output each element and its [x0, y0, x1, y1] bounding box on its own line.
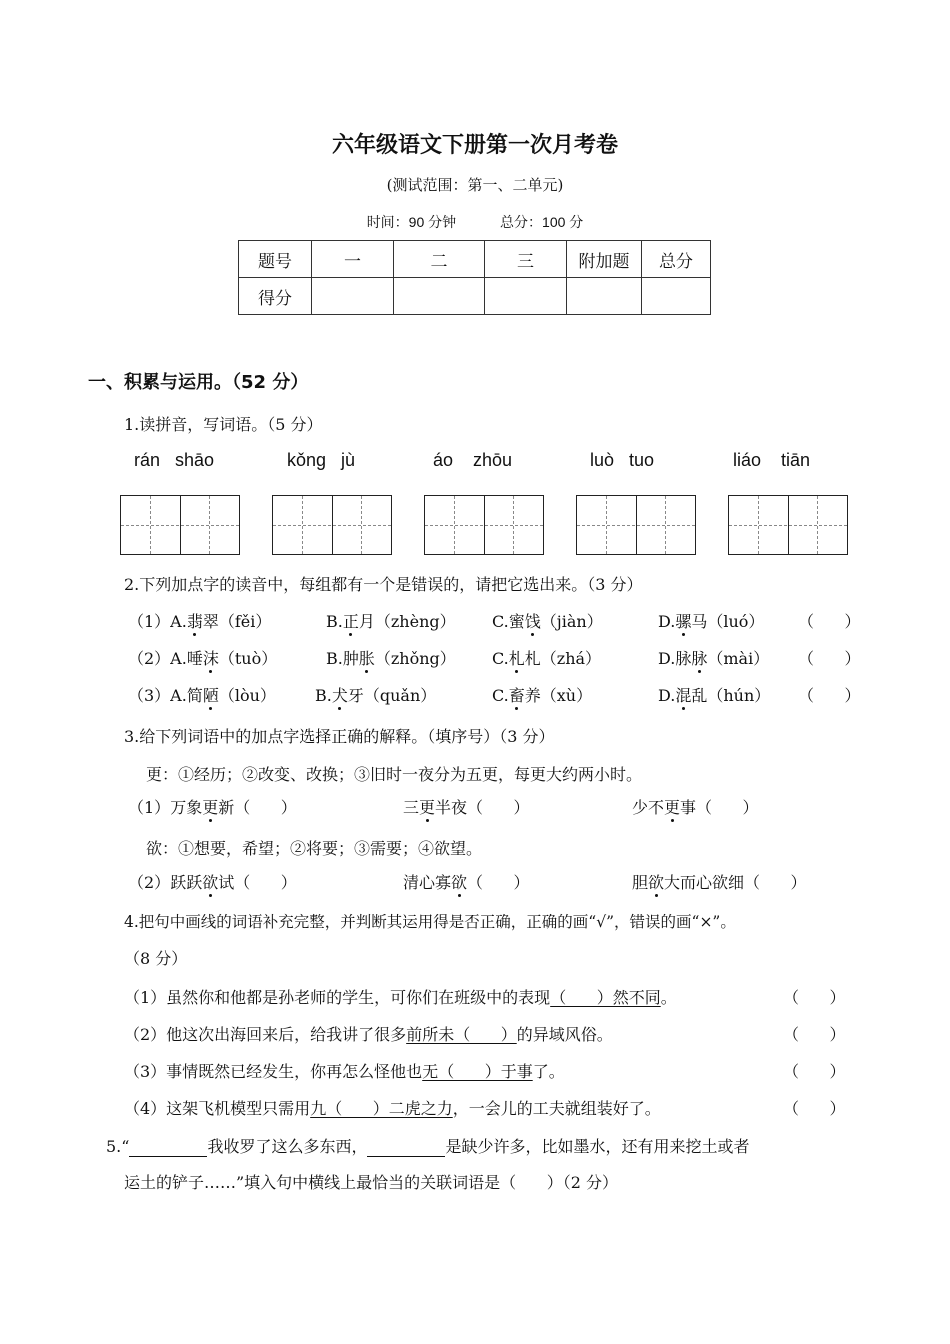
- sentence-text: （4）这架飞机模型只需用: [124, 1099, 311, 1118]
- word-text[interactable]: 半夜（ ）: [435, 798, 530, 817]
- q2-option-c: [492, 646, 601, 669]
- answer-blank[interactable]: （ ）: [798, 612, 861, 631]
- q3-item: [632, 870, 807, 893]
- dotted-char: 畜: [508, 686, 525, 705]
- dotted-char: 欲: [648, 873, 665, 892]
- option-text: 月（zhèng）: [358, 612, 456, 631]
- sentence-text: （3）事情既然已经发生，你再怎么怪他也: [124, 1062, 423, 1081]
- dotted-char: 更: [202, 798, 219, 817]
- word-text: 万象: [170, 798, 203, 817]
- pinyin-5: liáo tiān: [733, 450, 811, 470]
- writing-grid[interactable]: [728, 495, 848, 555]
- q2-option-b: [326, 609, 456, 632]
- question-5-line-1: [106, 1134, 749, 1157]
- answer-blank[interactable]: （ ）: [783, 1025, 846, 1044]
- q2-option-d: [658, 646, 769, 669]
- q2-option-d: [658, 609, 764, 632]
- score-cell: 一: [312, 241, 394, 278]
- writing-grid[interactable]: [120, 495, 240, 555]
- definition-geng: 更：①经历；②改变、改换；③旧时一夜分为五更，每更大约两小时。: [146, 765, 643, 784]
- question-2-prompt: 2.下列加点字的读音中，每组都有一个是错误的，请把它选出来。（3 分）: [124, 575, 643, 594]
- score-input-cell[interactable]: [394, 278, 485, 315]
- writing-grid[interactable]: [424, 495, 544, 555]
- pinyin-3: áo zhōu: [433, 450, 513, 470]
- writing-grid[interactable]: [576, 495, 696, 555]
- score-input-cell[interactable]: [312, 278, 394, 315]
- q2-option-c: [492, 609, 603, 632]
- exam-total: 总分：100 分: [500, 214, 584, 230]
- option-num: （2）A.: [128, 649, 187, 668]
- word-text: 胆: [632, 873, 649, 892]
- answer-blank[interactable]: （ ）: [783, 988, 846, 1007]
- pinyin-2: kǒng jù: [287, 450, 356, 470]
- exam-meta: [0, 212, 950, 232]
- section-title: 一、积累与运用。（52 分）: [88, 372, 309, 393]
- q4-row: [124, 985, 677, 1008]
- word-text[interactable]: 新（ ）: [218, 798, 297, 817]
- option-text: 乱（hún）: [691, 686, 771, 705]
- dotted-char: 翡: [186, 612, 203, 631]
- q2-option-c: [492, 683, 592, 706]
- q2-option-row: [128, 646, 277, 669]
- row-num: （1）: [128, 798, 171, 817]
- q4-row: [124, 1096, 661, 1119]
- sentence-text: （2）他这次出海回来后，给我讲了很多: [124, 1025, 407, 1044]
- word-text: 跃跃: [170, 873, 203, 892]
- dotted-char: 札: [508, 649, 525, 668]
- option-text: （zhǒng）: [374, 649, 456, 668]
- q3-item: [403, 870, 530, 893]
- pinyin-1: rán shāo: [134, 450, 215, 470]
- option-text: （tuò）: [218, 649, 278, 668]
- sentence-text: 的异域风俗。: [516, 1025, 613, 1044]
- option-text: 唾: [186, 649, 203, 668]
- row-num: （2）: [128, 873, 171, 892]
- word-text: 清心寡: [403, 873, 452, 892]
- fill-blank[interactable]: [367, 1140, 445, 1157]
- dotted-char: 胀: [358, 649, 375, 668]
- word-text[interactable]: （ ）: [467, 873, 530, 892]
- option-text: （jiàn）: [540, 612, 603, 631]
- score-input-cell[interactable]: [567, 278, 642, 315]
- underlined-idiom[interactable]: （ ）然不同: [550, 988, 661, 1007]
- dotted-char: 欲: [202, 873, 219, 892]
- option-text: B.: [326, 612, 343, 631]
- score-table-header-row: [239, 241, 711, 278]
- q3-row-1: [128, 795, 297, 818]
- sentence-text: 了。: [532, 1062, 565, 1081]
- sentence-text: 我收罗了这么多东西，: [207, 1137, 368, 1156]
- option-text: D.: [658, 686, 676, 705]
- dotted-char: 陋: [202, 686, 219, 705]
- q3-item: [403, 795, 530, 818]
- question-4-points: （8 分）: [124, 949, 188, 968]
- dotted-char: 犬: [331, 686, 348, 705]
- word-text: 少不: [632, 798, 665, 817]
- underlined-idiom[interactable]: 前所未（ ）: [406, 1025, 517, 1044]
- dotted-char: 混: [675, 686, 692, 705]
- q4-row: [124, 1059, 565, 1082]
- sentence-text: （1）虽然你和他都是孙老师的学生，可你们在班级中的表现: [124, 988, 551, 1007]
- score-cell: 三: [485, 241, 567, 278]
- dotted-char: 脉: [691, 649, 708, 668]
- question-3-prompt: 3.给下列词语中的加点字选择正确的解释。（填序号）（3 分）: [124, 727, 555, 746]
- option-text: B.肿: [326, 649, 359, 668]
- q2-option-b: [315, 683, 436, 706]
- dotted-char: 欲: [451, 873, 468, 892]
- dotted-char: 正: [342, 612, 359, 631]
- score-cell: 二: [394, 241, 485, 278]
- score-input-cell[interactable]: [485, 278, 567, 315]
- score-table-score-row: [239, 278, 711, 315]
- q2-option-row: [128, 683, 276, 706]
- q2-option-d: [658, 683, 770, 706]
- q3-item: [632, 795, 759, 818]
- pinyin-4: luò tuo: [590, 450, 655, 470]
- q2-option-b: [326, 646, 456, 669]
- sentence-text: 。: [660, 988, 677, 1007]
- option-text: 翠（fěi）: [202, 612, 272, 631]
- underlined-idiom[interactable]: 九（ ）二虎之力: [310, 1099, 453, 1118]
- page-subtitle: (测试范围：第一、二单元): [386, 176, 564, 194]
- option-text: B.: [315, 686, 332, 705]
- word-text: 三: [403, 798, 420, 817]
- dotted-char: 饯: [524, 612, 541, 631]
- option-text: 马（luó）: [691, 612, 765, 631]
- fill-blank[interactable]: [129, 1140, 207, 1157]
- option-text: C.: [492, 686, 509, 705]
- sentence-text: 5.“: [106, 1137, 130, 1156]
- dotted-char: 骡: [675, 612, 692, 631]
- word-text[interactable]: 试（ ）: [218, 873, 297, 892]
- score-cell: 总分: [642, 241, 711, 278]
- answer-blank[interactable]: （ ）: [783, 1099, 846, 1118]
- word-text[interactable]: 大而心欲细（ ）: [664, 873, 807, 892]
- score-input-cell[interactable]: [642, 278, 711, 315]
- option-text: 牙（quǎn）: [347, 686, 437, 705]
- answer-blank[interactable]: （ ）: [798, 686, 861, 705]
- dotted-char: 沫: [202, 649, 219, 668]
- score-cell: 题号: [239, 241, 312, 278]
- question-4-prompt: 4.把句中画线的词语补充完整，并判断其运用得是否正确，正确的画“√”，错误的画“×”。: [124, 913, 736, 931]
- dotted-char: 更: [419, 798, 436, 817]
- option-text: （mài）: [707, 649, 770, 668]
- answer-blank[interactable]: （ ）: [783, 1062, 846, 1081]
- option-text: C.蜜: [492, 612, 525, 631]
- word-text[interactable]: 事（ ）: [680, 798, 759, 817]
- q4-row: [124, 1022, 613, 1045]
- score-table: [238, 240, 711, 315]
- question-1-prompt: 1.读拼音，写词语。（5 分）: [124, 415, 323, 434]
- sentence-text: ，一会儿的工夫就组装好了。: [452, 1099, 661, 1118]
- option-text: （lòu）: [218, 686, 276, 705]
- option-num: （1）A.: [128, 612, 187, 631]
- underlined-idiom[interactable]: 无（ ）于事: [422, 1062, 533, 1081]
- dotted-char: 更: [664, 798, 681, 817]
- option-text: 养（xù）: [524, 686, 593, 705]
- q2-option-row: [128, 609, 271, 632]
- score-cell: 附加题: [567, 241, 642, 278]
- score-cell: 得分: [239, 278, 312, 315]
- q3-row-2: [128, 870, 297, 893]
- page-title: 六年级语文下册第一次月考卷: [331, 133, 618, 158]
- exam-time: 时间：90 分钟: [366, 214, 457, 230]
- sentence-text: 是缺少许多，比如墨水，还有用来挖土或者: [445, 1137, 750, 1156]
- option-text: D.: [658, 612, 676, 631]
- writing-grid[interactable]: [272, 495, 392, 555]
- option-text: 札（zhá）: [524, 649, 602, 668]
- option-text: D.脉: [658, 649, 692, 668]
- answer-blank[interactable]: （ ）: [798, 649, 861, 668]
- definition-yu: 欲：①想要，希望；②将要；③需要；④欲望。: [146, 839, 483, 858]
- question-5-line-2: 运土的铲子……”填入句中横线上最恰当的关联词语是（ ）（2 分）: [124, 1173, 618, 1192]
- option-text: C.: [492, 649, 509, 668]
- option-num: （3）A.简: [128, 686, 203, 705]
